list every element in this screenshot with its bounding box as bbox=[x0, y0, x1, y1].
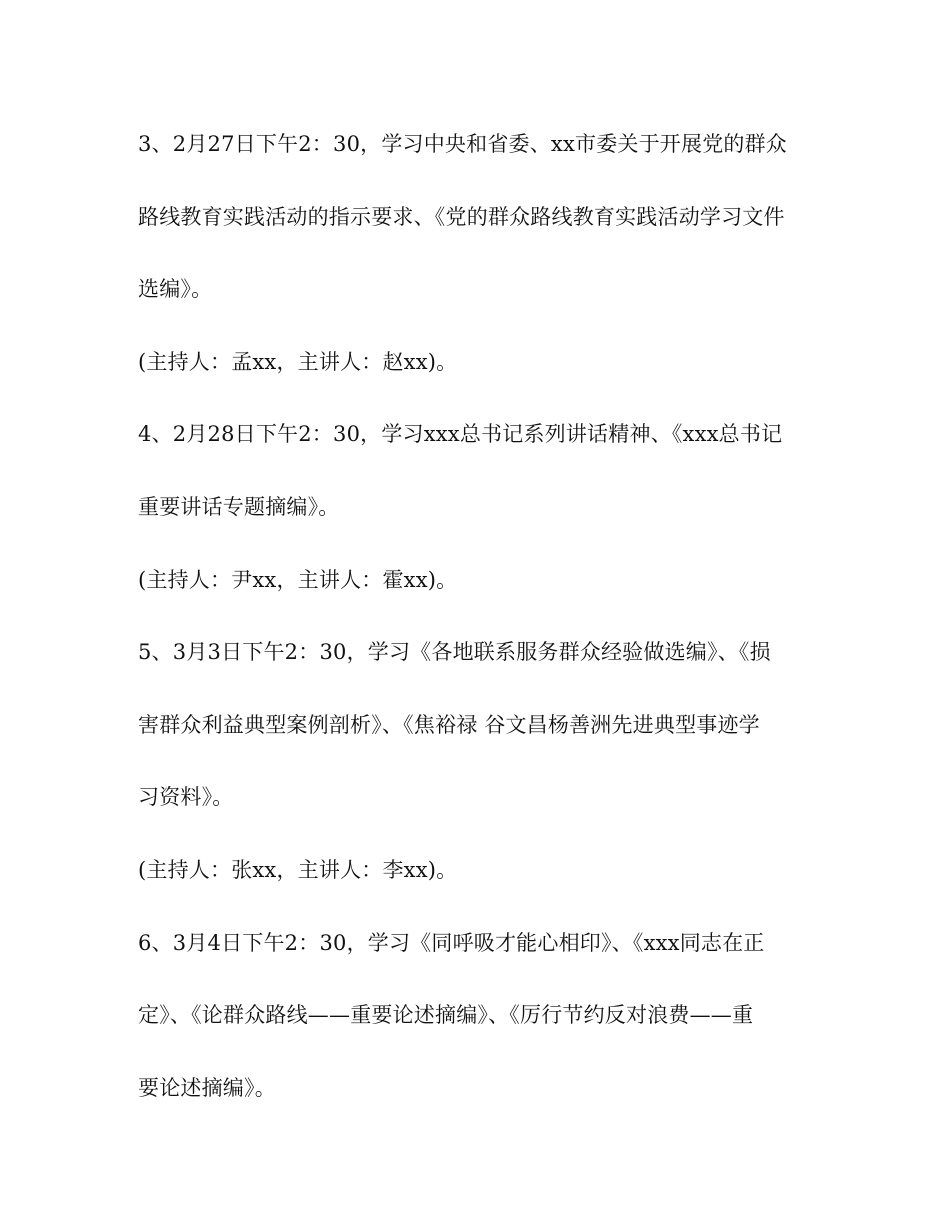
text-line-10: 习资料》。 bbox=[138, 785, 234, 810]
text-line-11: (主持人：张xx，主讲人：李xx)。 bbox=[138, 857, 458, 882]
text-line-1: 3、2月27日下午2：30，学习中央和省委、xx市委关于开展党的群众 bbox=[138, 132, 788, 156]
text-line-4: (主持人：孟xx，主讲人：赵xx)。 bbox=[138, 349, 458, 374]
text-line-7: (主持人：尹xx，主讲人：霍xx)。 bbox=[138, 567, 458, 592]
text-line-6: 重要讲话专题摘编》。 bbox=[138, 494, 340, 519]
text-line-13: 定》、《论群众路线——重要论述摘编》、《厉行节约反对浪费——重 bbox=[138, 1003, 754, 1028]
text-line-12: 6、3月4日下午2：30，学习《同呼吸才能心相印》、《xxx同志在正 bbox=[138, 930, 765, 955]
text-line-2: 路线教育实践活动的指示要求、《党的群众路线教育实践活动学习文件 bbox=[138, 204, 785, 229]
text-line-5: 4、2月28日下午2：30，学习xxx总书记系列讲话精神、《xxx总书记 bbox=[138, 422, 783, 447]
document-body bbox=[138, 126, 818, 1142]
text-line-8: 5、3月3日下午2：30，学习《各地联系服务群众经验做选编》、《损 bbox=[138, 640, 771, 665]
text-line-9: 害群众利益典型案例剖析》、《焦裕禄 谷文昌杨善洲先进典型事迹学 bbox=[138, 712, 760, 737]
text-line-14: 要论述摘编》。 bbox=[138, 1075, 276, 1100]
text-line-3: 选编》。 bbox=[138, 277, 213, 302]
